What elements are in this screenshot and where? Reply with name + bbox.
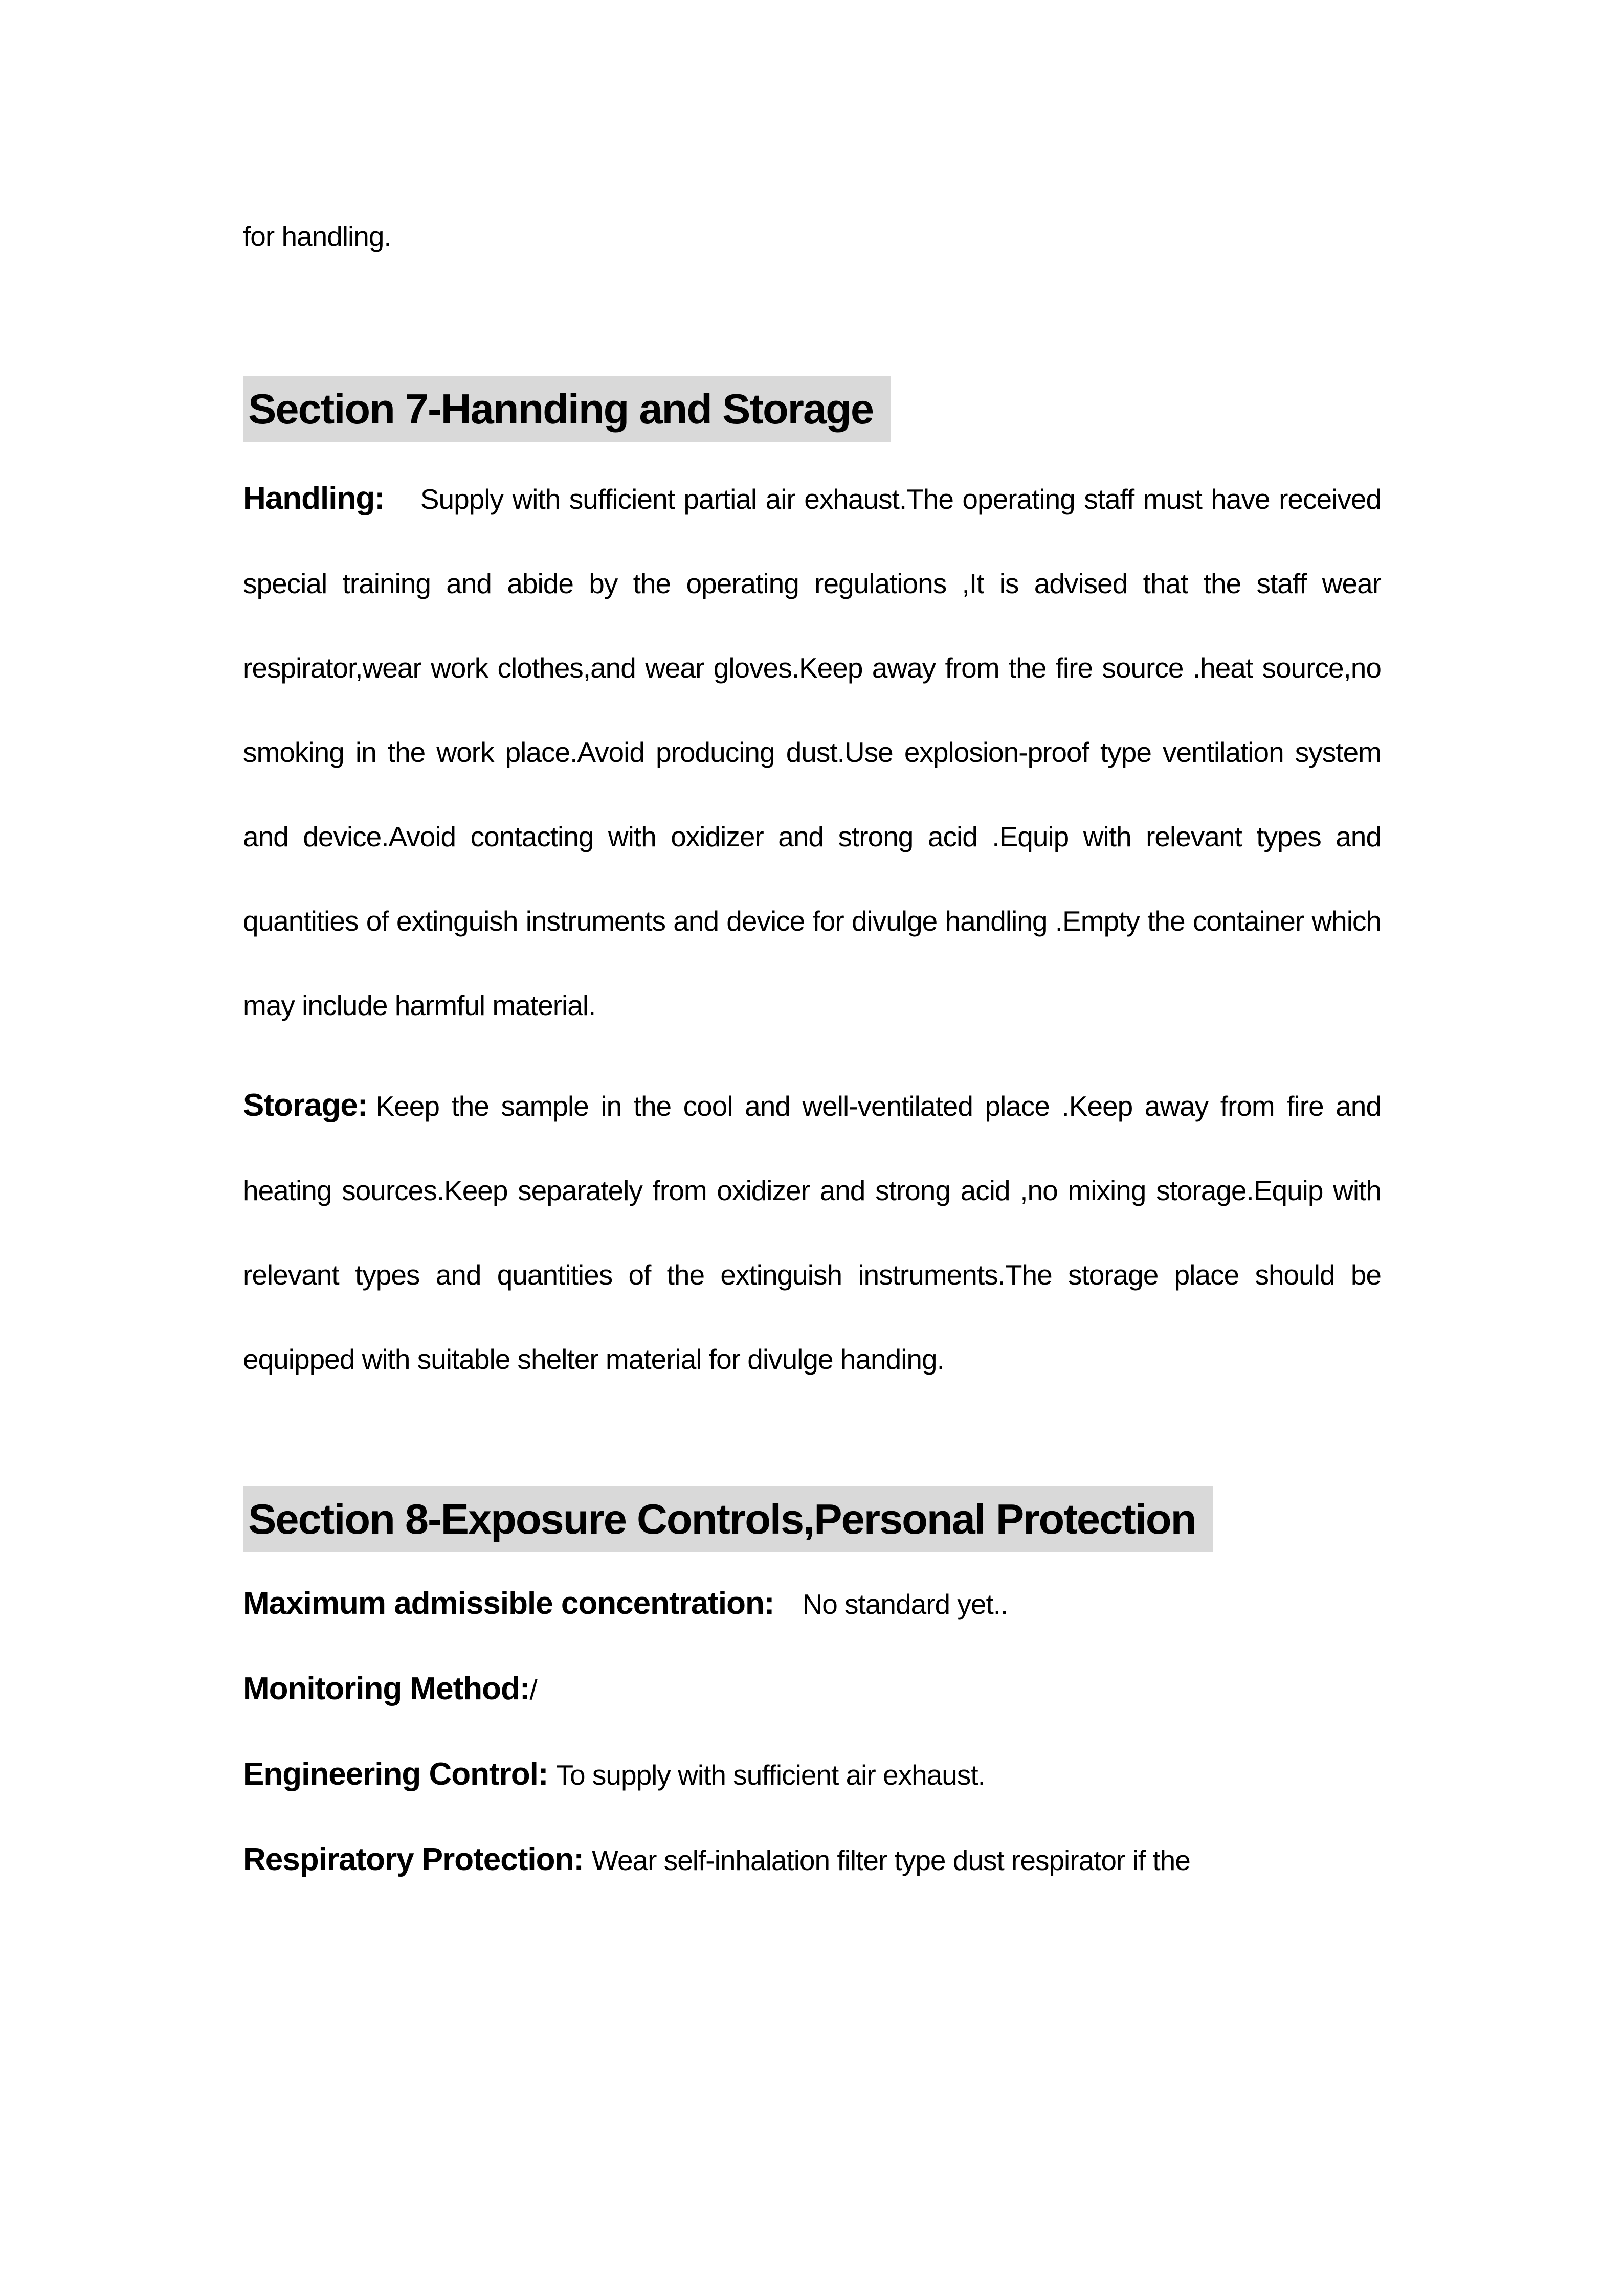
respiratory-protection-row xyxy=(243,1817,1381,1903)
section-8-heading xyxy=(243,1486,1381,1552)
engineering-control-value: To supply with sufficient air exhaust. xyxy=(556,1759,985,1791)
section-8-title: Section 8-Exposure Controls,Personal Protection xyxy=(243,1486,1213,1552)
max-admissible-concentration-label: Maximum admissible concentration: xyxy=(243,1586,774,1621)
paragraph-continuation: for handling. xyxy=(243,220,391,252)
engineering-control-row xyxy=(243,1732,1381,1817)
engineering-control-label: Engineering Control: xyxy=(243,1757,548,1792)
section-7-heading xyxy=(243,376,1381,442)
section-7-title: Section 7-Hannding and Storage xyxy=(243,376,891,442)
max-admissible-concentration-value: No standard yet.. xyxy=(802,1588,1008,1620)
storage-label: Storage: xyxy=(243,1088,368,1123)
handling-paragraph xyxy=(243,456,1381,1048)
handling-text: Supply with sufficient partial air exhaust.The operating staff must have received special training and abide by the operating regulations ,It is advised that the staff wear respirator,wear work clothes,and wear gloves.Keep away from the fire source .heat source,no smoking in the work place.Avoid producing dust.Use explosion-proof type ventilation system and device.Avoid contacting with oxidizer and strong acid .Equip with relevant types and quantities of extinguish instruments and device for divulge handling .Empty the container which may include harmful material. xyxy=(243,483,1381,1021)
respiratory-protection-value: Wear self-inhalation filter type dust respirator if the xyxy=(592,1844,1190,1876)
handling-label: Handling: xyxy=(243,481,385,516)
monitoring-method-value: / xyxy=(529,1674,537,1705)
max-admissible-concentration-row xyxy=(243,1561,1381,1647)
storage-paragraph xyxy=(243,1063,1381,1402)
monitoring-method-label: Monitoring Method: xyxy=(243,1671,530,1706)
monitoring-method-row xyxy=(243,1647,1381,1732)
respiratory-protection-label: Respiratory Protection: xyxy=(243,1842,584,1877)
storage-text: Keep the sample in the cool and well-ventilated place .Keep away from fire and heating sources.Keep separately from oxidizer and strong acid ,no mixing storage.Equip with relevant types and quantities of the extinguish instruments.The storage place should be equipped with suitable shelter material for divulge handing. xyxy=(243,1090,1381,1375)
